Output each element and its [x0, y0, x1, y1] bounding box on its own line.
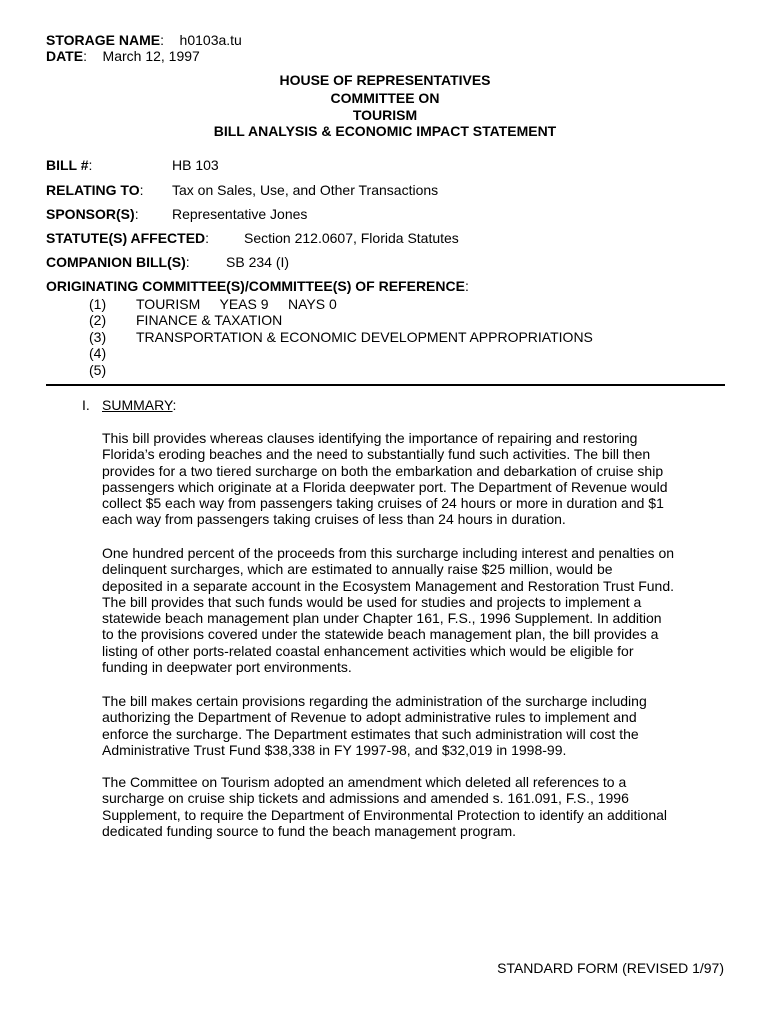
companion-value: SB 234 (I) [226, 254, 290, 270]
sponsor-row: SPONSOR(S): Representative Jones [46, 206, 308, 222]
committee-number: (4) [89, 345, 107, 361]
originating-row: ORIGINATING COMMITTEE(S)/COMMITTEE(S) OF REFERENCE: [46, 278, 469, 294]
title-committee-on: COMMITTEE ON [330, 90, 440, 106]
bill-number-value: HB 103 [172, 157, 219, 173]
committee-name: TRANSPORTATION & ECONOMIC DEVELOPMENT APPROPRIATIONS [136, 329, 593, 345]
committee-name: FINANCE & TAXATION [136, 312, 283, 328]
relating-to-label: RELATING TO [46, 182, 140, 198]
date-label: DATE [46, 48, 84, 64]
summary-paragraph: This bill provides whereas clauses identifying the importance of repairing and restoring Florida’s eroding beaches and the need to substantially fund such activities. The bill then provides for a two tiered surcharge on both the embarkation and debarkation of cruise ship passengers which originate at a Florida deepwater port. The Department of Revenue would collect $5 each way from passengers taking cruises of 24 hours or more in duration and $1 each way from passengers taking cruises of less than 24 hours in duration. [102, 430, 668, 528]
summary-paragraph: The bill makes certain provisions regarding the administration of the surcharge including authorizing the Department of Revenue to adopt administrative rules to implement and enforce the surcharge. The Department estimates that such administration will cost the Administrative Trust Fund $38,338 in FY 1997-98, and $32,019 in 1998-99. [102, 693, 647, 758]
sponsor-label: SPONSOR(S) [46, 206, 135, 222]
bill-number-row: BILL #: HB 103 [46, 157, 219, 173]
committee-number: (2) [89, 312, 107, 328]
date-line: DATE: March 12, 1997 [46, 48, 200, 64]
statutes-row: STATUTE(S) AFFECTED: Section 212.0607, Florida Statutes [46, 230, 459, 246]
relating-to-value: Tax on Sales, Use, and Other Transactions [172, 182, 439, 198]
section-divider [46, 384, 725, 386]
title-bill-analysis: BILL ANALYSIS & ECONOMIC IMPACT STATEMENT [213, 123, 557, 139]
committee-name: TOURISM YEAS 9 NAYS 0 [136, 296, 337, 312]
title-tourism: TOURISM [352, 107, 418, 123]
companion-row: COMPANION BILL(S): SB 234 (I) [46, 254, 290, 270]
storage-name-value: h0103a.tu [179, 32, 242, 48]
title-house: HOUSE OF REPRESENTATIVES [279, 72, 491, 88]
summary-paragraph: The Committee on Tourism adopted an amendment which deleted all references to a surcharge on cruise ship tickets and admissions and amended s. 161.091, F.S., 1996 Supplement, to require the Department of Environmental Protection to identify an additional dedicated funding source to fund the beach management program. [102, 774, 667, 839]
summary-paragraph: One hundred percent of the proceeds from this surcharge including interest and penalties on delinquent surcharges, which are estimated to annually raise $25 million, would be deposited in a separate account in the Ecosystem Management and Restoration Trust Fund. The bill provides that such funds would be used for studies and projects to implement a statewide beach management plan under Chapter 161, F.S., 1996 Supplement. In addition to the provisions covered under the statewide beach management plan, the bill provides a listing of other ports-related coastal enhancement activities which would be eligible for funding in deepwater port environments. [102, 545, 675, 676]
summary-heading: SUMMARY [102, 397, 173, 413]
committee-number: (5) [89, 362, 107, 378]
bill-number-label: BILL # [46, 157, 89, 173]
companion-label: COMPANION BILL(S) [46, 254, 186, 270]
standard-form-footer: STANDARD FORM (REVISED 1/97) [497, 960, 724, 976]
summary-heading-line: SUMMARY: [102, 397, 177, 413]
statutes-value: Section 212.0607, Florida Statutes [244, 230, 459, 246]
committee-number: (1) [89, 296, 107, 312]
originating-label: ORIGINATING COMMITTEE(S)/COMMITTEE(S) OF REFERENCE [46, 278, 465, 294]
sponsor-value: Representative Jones [172, 206, 308, 222]
storage-name-label: STORAGE NAME [46, 32, 161, 48]
committee-number: (3) [89, 329, 107, 345]
statutes-label: STATUTE(S) AFFECTED [46, 230, 206, 246]
date-value: March 12, 1997 [102, 48, 200, 64]
summary-numeral: I. [82, 397, 90, 413]
storage-name-line: STORAGE NAME: h0103a.tu [46, 32, 242, 48]
relating-to-row: RELATING TO: Tax on Sales, Use, and Other Transactions [46, 182, 439, 198]
